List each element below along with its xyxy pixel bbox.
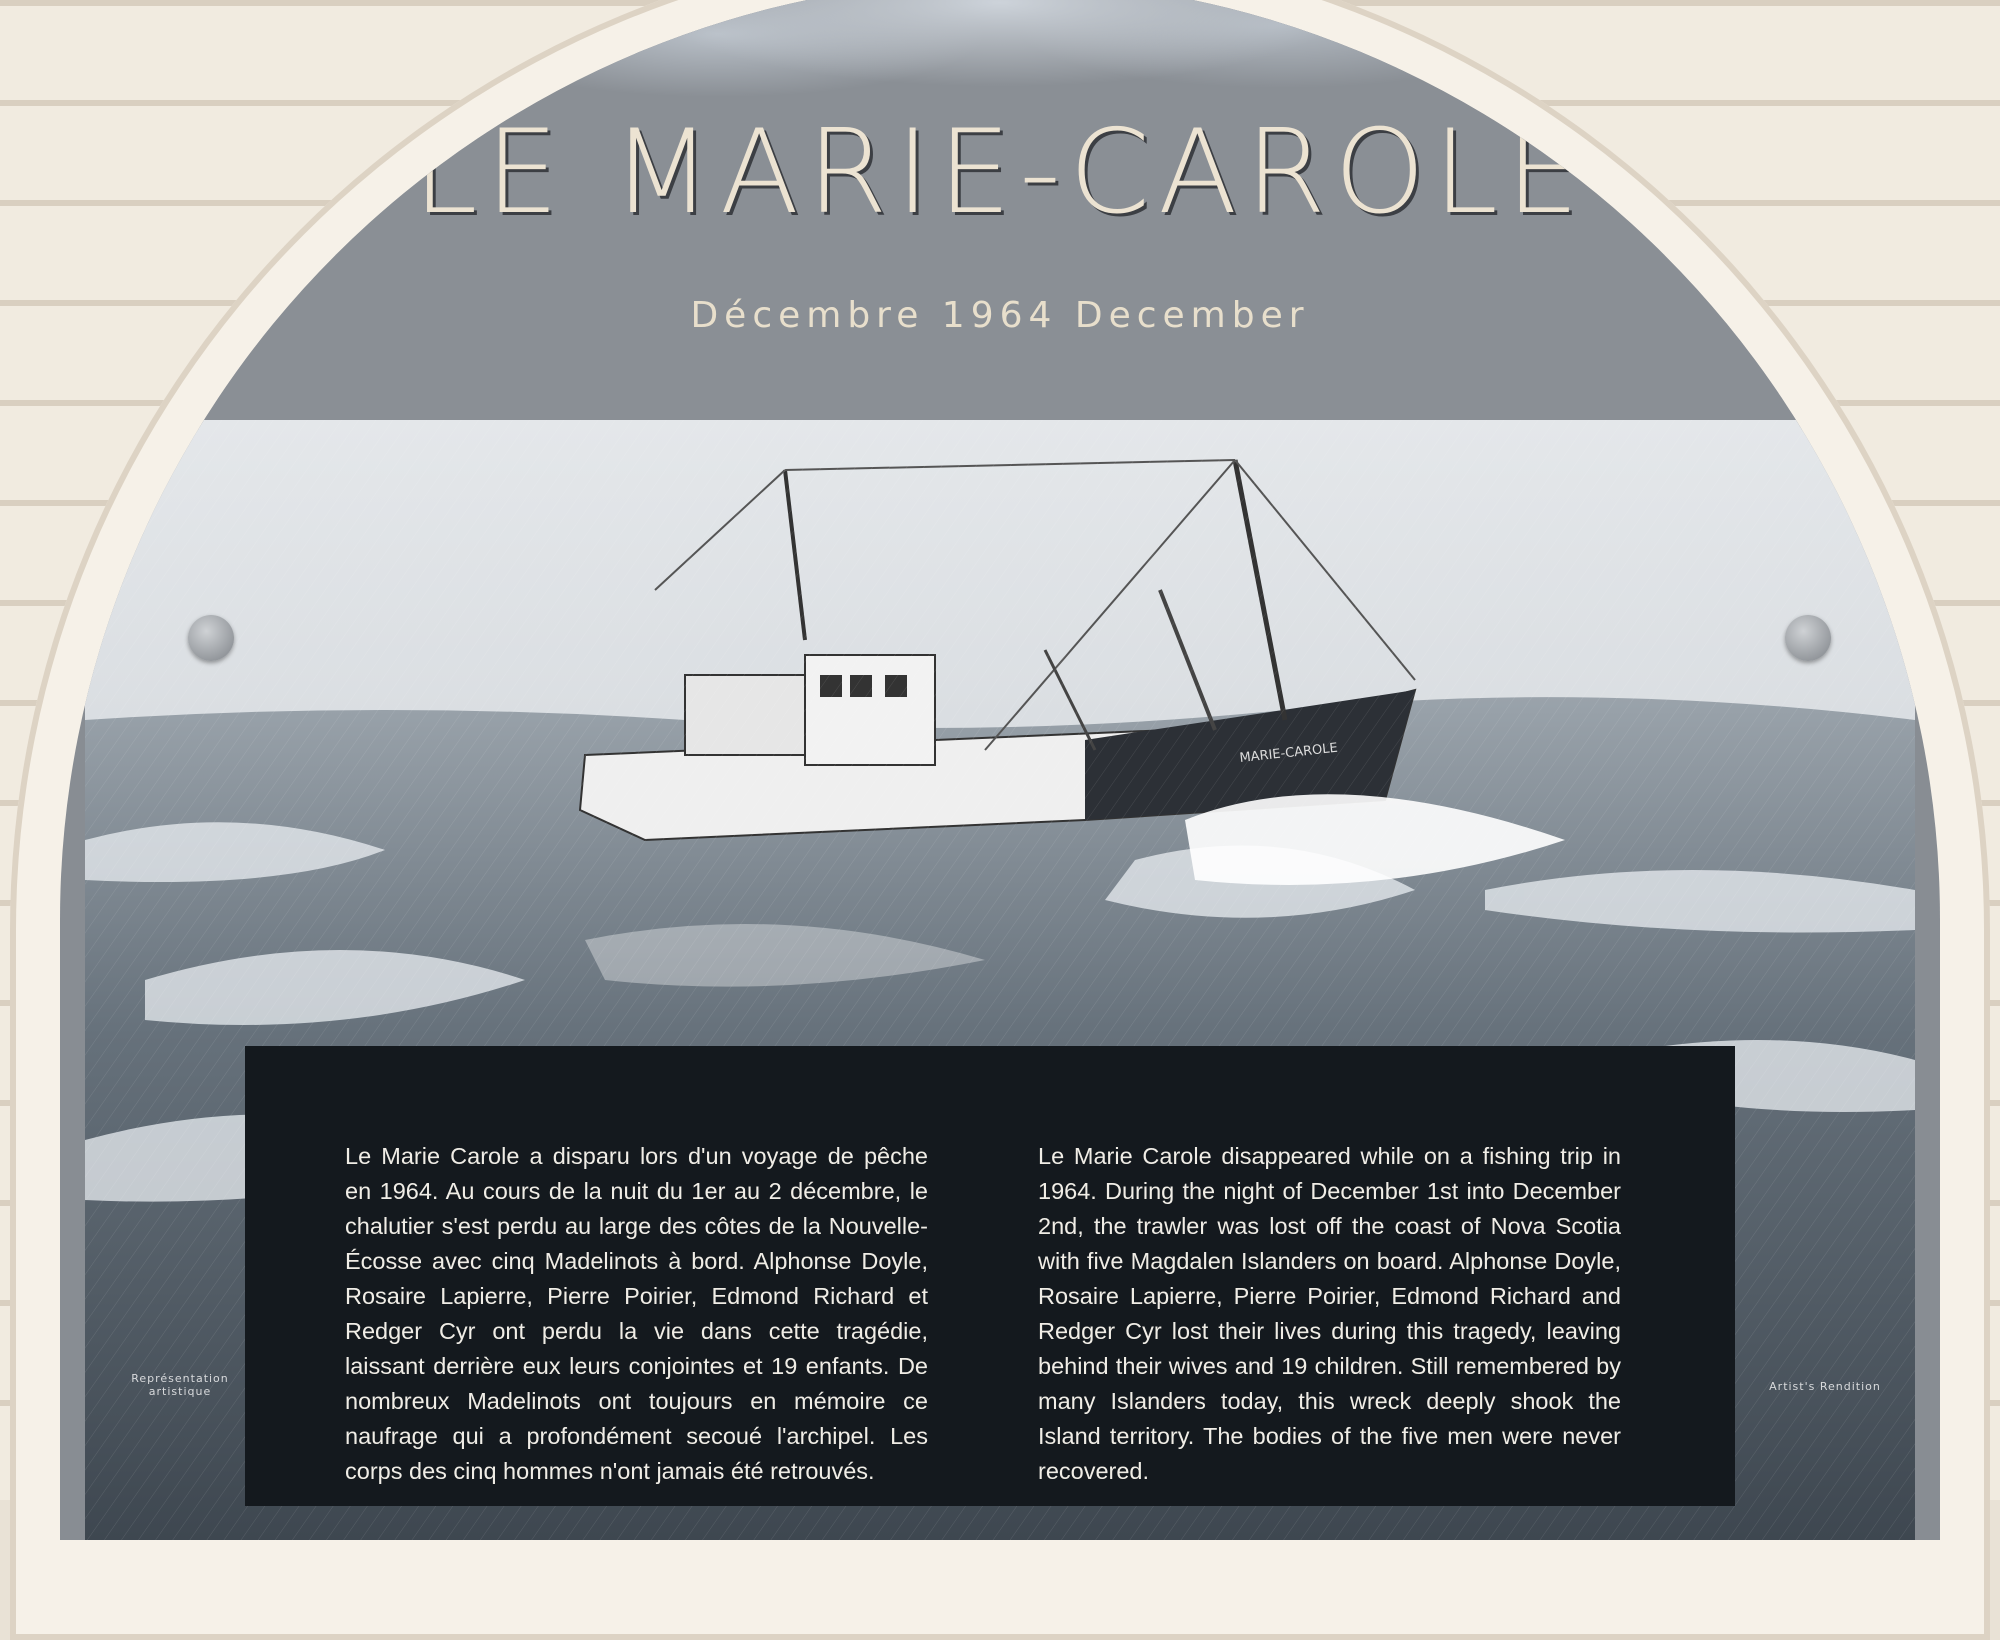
panel-title: LE MARIE-CAROLE [412,105,1588,240]
mounting-bolt-right [1785,615,1831,661]
mounting-bolt-left [188,615,234,661]
english-text: Le Marie Carole disappeared while on a fishing trip in 1964. During the night of December 1st into December 2nd, the trawler was lost off the coast of Nova Scotia with five Magdalen Islanders on board. Alphonse Doyle, Rosaire Lapierre, Pierre Poirier, Edmond Richard and Redger Cyr lost their lives during this tragedy, leaving behind their wives and 19 children. Still remembered by many Islanders today, this wreck deeply shook the Island territory. The bodies of the five men were never recovered. [1038,1143,1621,1484]
panel-subtitle: Décembre 1964 December [690,295,1310,336]
caption-french-line2: artistique [148,1385,212,1398]
caption-english: Artist's Rendition [1769,1380,1881,1393]
french-text: Le Marie Carole a disparu lors d'un voyage de pêche en 1964. Au cours de la nuit du 1er au 2 décembre, le chalutier s'est perdu au large des côtes de la Nouvelle-Écosse avec cinq Madelinots à bord. Alphonse Doyle, Rosaire Lapierre, Pierre Poirier, Edmond Richard et Redger Cyr ont perdu la vie dans cette tragédie, laissant derrière eux leurs conjointes et 19 enfants. De nombreux Madelinots ont toujours en mémoire ce naufrage qui a profondément secoué l'archipel. Les corps des cinq hommes n'ont jamais été retrouvés. [345,1143,928,1484]
caption-french-line1: Représentation [131,1372,229,1385]
text-panel [245,1046,1735,1506]
